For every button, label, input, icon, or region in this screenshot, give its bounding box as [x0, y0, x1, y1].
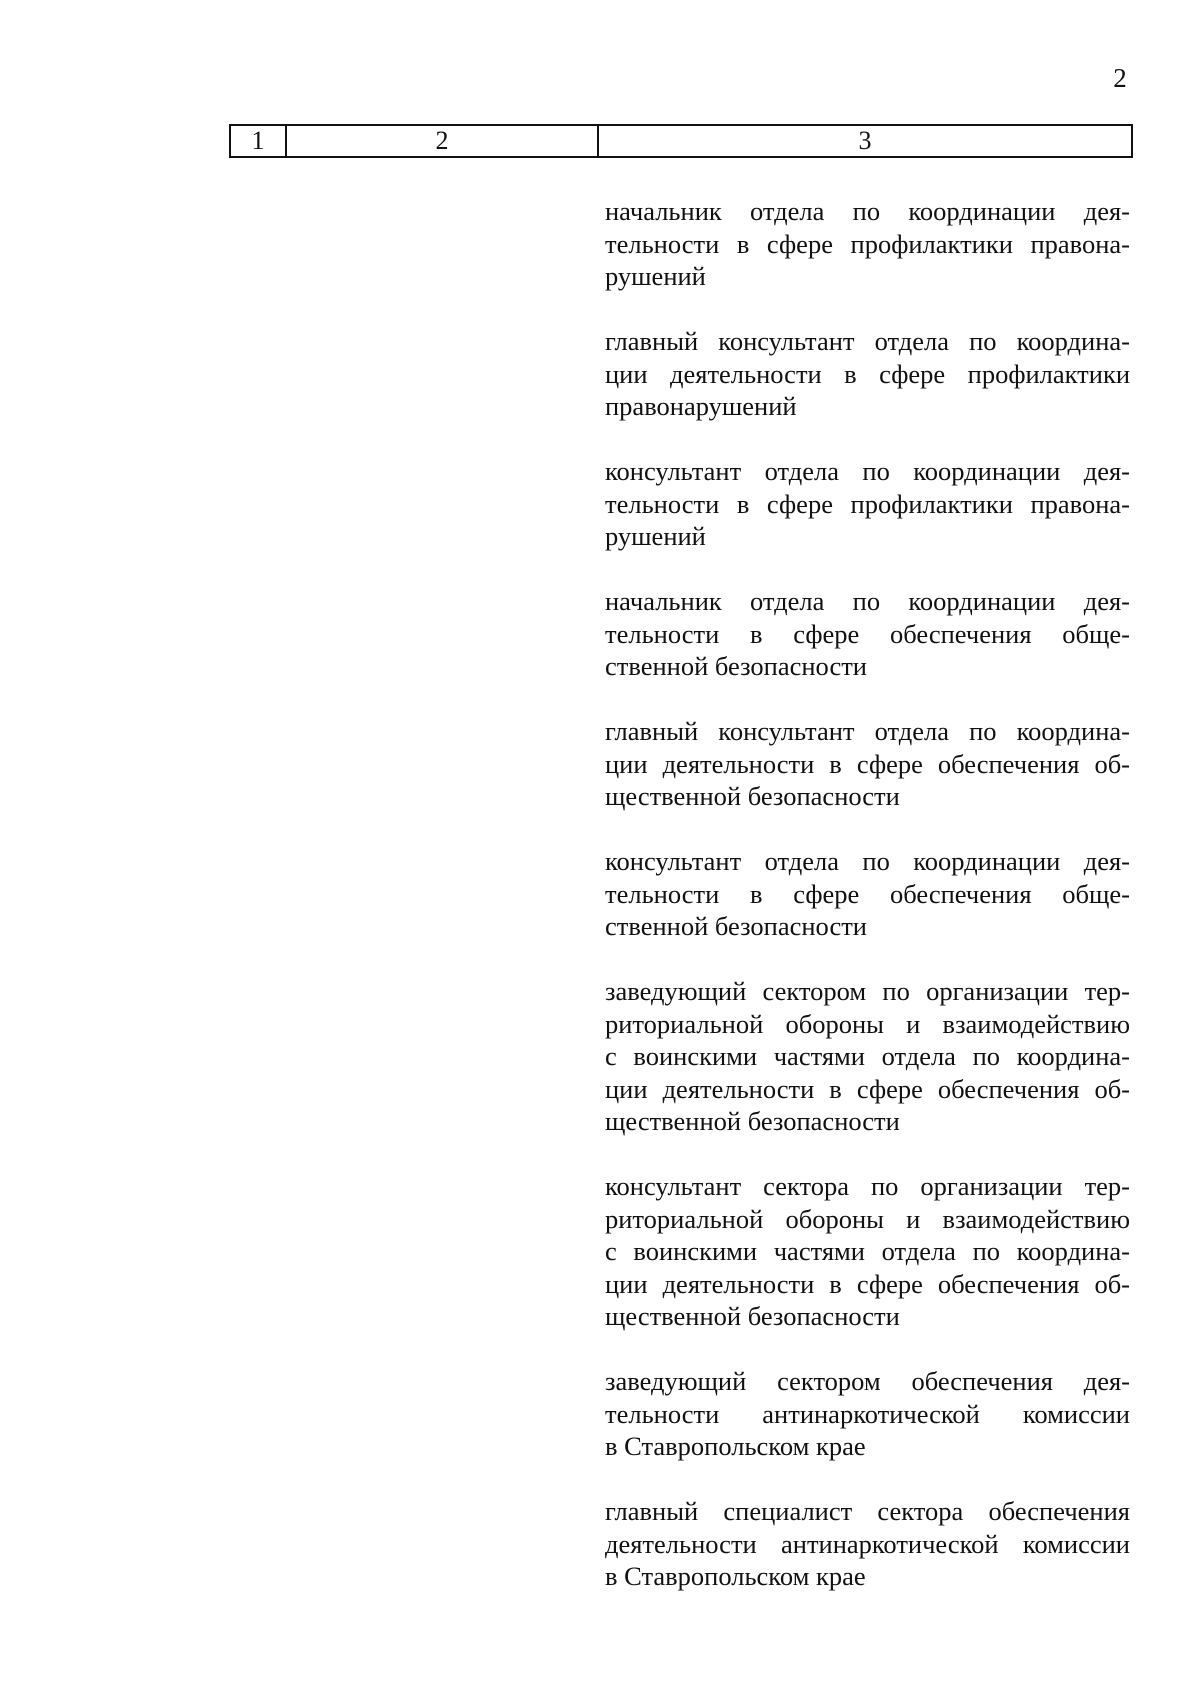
- entry-line: в Ставропольском крае: [605, 1431, 866, 1461]
- entry-line: рушений: [605, 521, 706, 551]
- position-entry: [605, 1365, 1130, 1463]
- column-3-number: 3: [858, 126, 872, 155]
- entry-line: правонарушений: [605, 391, 797, 421]
- position-entry: [605, 195, 1130, 293]
- position-entry: [605, 845, 1130, 943]
- entry-line: начальник отдела по координации дея-: [605, 196, 1130, 226]
- entry-line: с воинскими частями отдела по координа-: [605, 1041, 1130, 1071]
- entry-line: главный консультант отдела по координа-: [605, 326, 1130, 356]
- entry-line: ции деятельности в сфере профилактики: [605, 358, 1130, 389]
- entry-line: риториальной обороны и взаимодействию: [605, 1008, 1130, 1039]
- entry-line: тельности антинаркотической комиссии: [605, 1398, 1130, 1429]
- entry-line: главный консультант отдела по координа-: [605, 716, 1130, 746]
- entry-line: ции деятельности в сфере обеспечения об-: [605, 1073, 1130, 1104]
- entry-line: заведующий сектором по организации тер-: [605, 976, 1130, 1006]
- position-entry: [605, 585, 1130, 683]
- entry-line: рушений: [605, 261, 706, 291]
- column-2-number: 2: [287, 126, 599, 156]
- position-entry: [605, 325, 1130, 423]
- entry-line: главный специалист сектора обеспечения: [605, 1496, 1130, 1526]
- page-number: 2: [1113, 63, 1127, 93]
- entry-line: в Ставропольском крае: [605, 1561, 866, 1591]
- position-entry: [605, 715, 1130, 813]
- column-1-number: 1: [231, 126, 287, 156]
- entry-line: ственной безопасности: [605, 911, 867, 941]
- entry-line: консультант отдела по координации дея-: [605, 456, 1130, 486]
- entry-line: риториальной обороны и взаимодействию: [605, 1203, 1130, 1234]
- position-entry: [605, 1170, 1130, 1333]
- entry-line: деятельности антинаркотической комиссии: [605, 1528, 1130, 1559]
- entry-line: ции деятельности в сфере обеспечения об-: [605, 748, 1130, 779]
- entry-line: щественной безопасности: [605, 781, 900, 811]
- entry-line: консультант отдела по координации дея-: [605, 846, 1130, 876]
- entry-line: щественной безопасности: [605, 1106, 900, 1136]
- entry-line: щественной безопасности: [605, 1301, 900, 1331]
- position-entry: [605, 1495, 1130, 1593]
- entry-line: тельности в сфере профилактики правона-: [605, 488, 1130, 519]
- table-header-row: [229, 124, 1133, 158]
- position-entry: [605, 975, 1130, 1138]
- entry-line: консультант сектора по организации тер-: [605, 1171, 1130, 1201]
- position-list: [605, 195, 1130, 1625]
- entry-line: тельности в сфере обеспечения обще-: [605, 878, 1130, 909]
- entry-line: тельности в сфере обеспечения обще-: [605, 618, 1130, 649]
- entry-line: ции деятельности в сфере обеспечения об-: [605, 1268, 1130, 1299]
- entry-line: с воинскими частями отдела по координа-: [605, 1236, 1130, 1266]
- position-entry: [605, 455, 1130, 553]
- entry-line: ственной безопасности: [605, 651, 867, 681]
- entry-line: начальник отдела по координации дея-: [605, 586, 1130, 616]
- entry-line: тельности в сфере профилактики правона-: [605, 228, 1130, 259]
- entry-line: заведующий сектором обеспечения дея-: [605, 1366, 1130, 1396]
